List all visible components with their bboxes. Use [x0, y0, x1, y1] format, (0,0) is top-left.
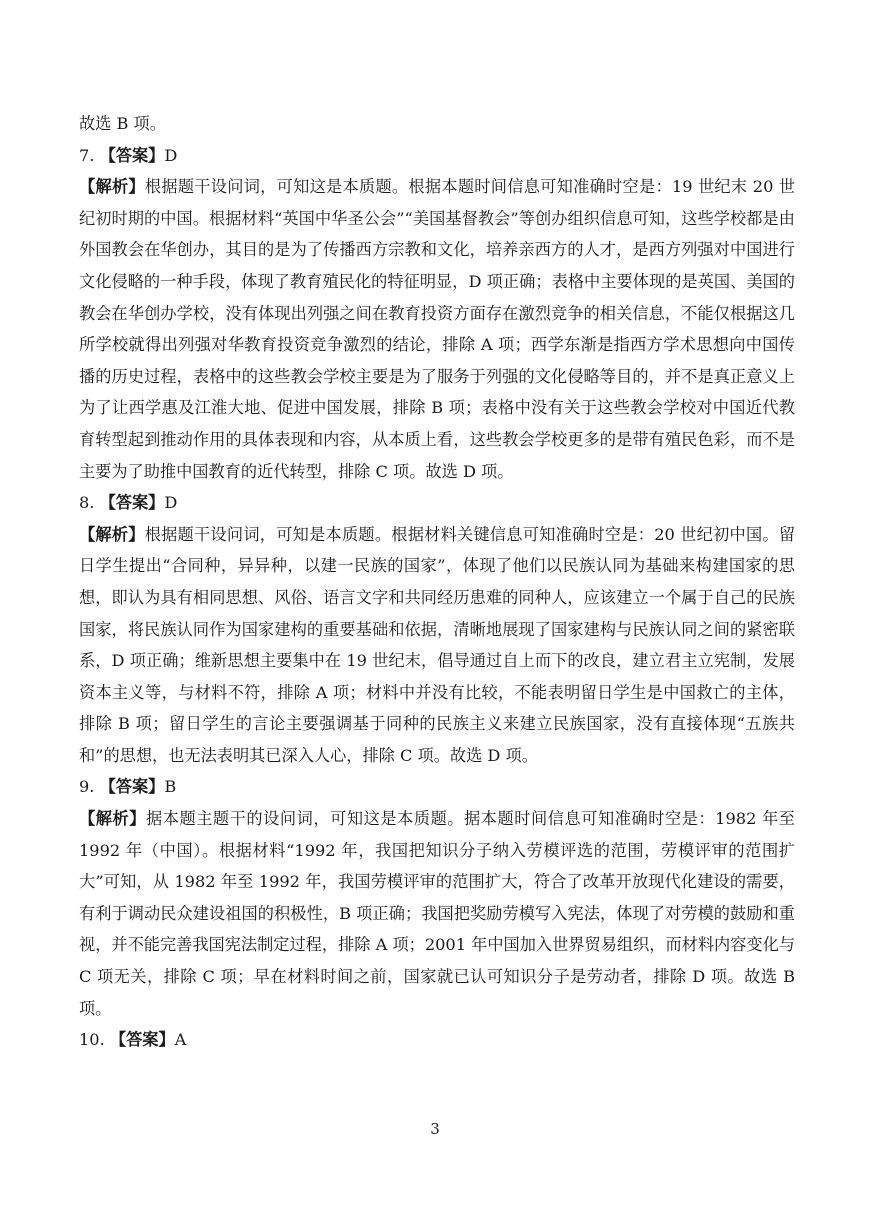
question-number: 9. — [79, 777, 95, 797]
question-number: 8. — [79, 493, 95, 513]
answer-tag: 【答案】 — [109, 1030, 175, 1050]
answer-value: A — [174, 1030, 187, 1050]
analysis-paragraph-9 — [79, 803, 795, 1024]
answer-tag: 【答案】 — [99, 777, 165, 797]
analysis-tag: 【解析】 — [79, 809, 146, 829]
analysis-text: 根据题干设问词，可知这是本质题。根据本题时间信息可知准确时空是：19 世纪末 20 世纪初时期的中国。根据材料“英国中华圣公会”“美国基督教会”等创办组织信息可知，这些学校都是由外国教会在华创办，其目的是为了传播西方宗教和文化，培养亲西方的人才，是西方列强对中国进行文化侵略的一种手段，体现了教育殖民化的特征明显，D 项正确；表格中主要体现的是英国、美国的教会在华创办学校，没有体现出列强之间在教育投资方面存在激烈竞争的相关信息，不能仅根据这几所学校就得出列强对华教育投资竞争激烈的结论，排除 A 项；西学东渐是指西方学术思想向中国传播的历史过程，表格中的这些教会学校主要是为了服务于列强的文化侵略等目的，并不是真正意义上为了让西学惠及江淮大地、促进中国发展，排除 B 项；表格中没有关于这些教会学校对中国近代教育转型起到推动作用的具体表现和内容，从本质上看，这些教会学校更多的是带有殖民色彩，而不是主要为了助推中国教育的近代转型，排除 C 项。故选 D 项。 — [79, 177, 796, 481]
analysis-paragraph-7 — [79, 171, 795, 487]
answer-line-8 — [79, 487, 795, 519]
answer-tag: 【答案】 — [99, 145, 165, 165]
analysis-paragraph-8 — [79, 519, 795, 772]
answer-value: D — [164, 493, 178, 513]
page-number: 3 — [430, 1120, 440, 1138]
answer-line-7 — [79, 140, 795, 172]
answer-line-10 — [79, 1024, 795, 1056]
analysis-tag: 【解析】 — [79, 524, 145, 544]
analysis-tag: 【解析】 — [79, 177, 145, 197]
analysis-text: 据本题主题干的设问词，可知这是本质题。据本题时间信息可知准确时空是：1982 年至 1992 年（中国）。根据材料“1992 年，我国把知识分子纳入劳模评选的范围，劳模评审的范围扩大”可知，从 1982 年至 1992 年，我国劳模评审的范围扩大，符合了改革开放现代化建设的需要，有利于调动民众建设祖国的积极性，B 项正确；我国把奖励劳模写入宪法，体现了对劳模的鼓励和重视，并不能完善我国宪法制定过程，排除 A 项；2001 年中国加入世界贸易组织，而材料内容变化与 C 项无关，排除 C 项；早在材料时间之前，国家就已认可知识分子是劳动者，排除 D 项。故选 B 项。 — [79, 809, 795, 1018]
answer-value: B — [164, 777, 177, 797]
answer-line-9 — [79, 771, 795, 803]
question-number: 10. — [79, 1030, 105, 1050]
document-body — [79, 108, 795, 1056]
answer-value: D — [164, 145, 178, 165]
question-number: 7. — [79, 145, 95, 165]
intro-line: 故选 B 项。 — [79, 114, 166, 133]
answer-tag: 【答案】 — [99, 493, 165, 513]
analysis-text: 根据题干设问词，可知是本质题。根据材料关键信息可知准确时空是：20 世纪初中国。留日学生提出“合同种，异异种，以建一民族的国家”，体现了他们以民族认同为基础来构建国家的思想，即认为具有相同思想、风俗、语言文字和共同经历患难的同种人，应该建立一个属于自己的民族国家，将民族认同作为国家建构的重要基础和依据，清晰地展现了国家建构与民族认同之间的紧密联系，D 项正确；维新思想主要集中在 19 世纪末，倡导通过自上而下的改良，建立君主立宪制，发展资本主义等，与材料不符，排除 A 项；材料中并没有比较，不能表明留日学生是中国救亡的主体，排除 B 项；留日学生的言论主要强调基于同种的民族主义来建立民族国家，没有直接体现“五族共和”的思想，也无法表明其已深入人心，排除 C 项。故选 D 项。 — [79, 524, 796, 765]
